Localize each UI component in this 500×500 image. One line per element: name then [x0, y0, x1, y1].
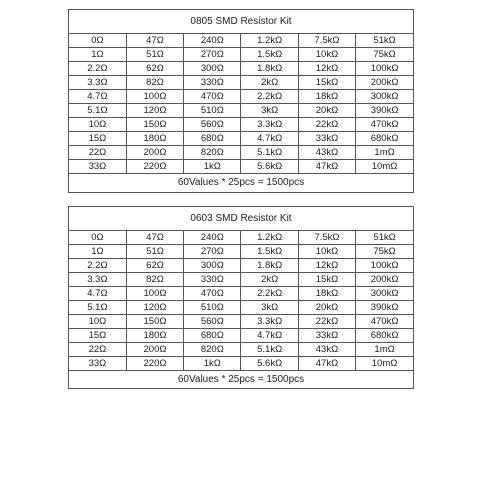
resistor-value-cell: 10mΩ — [356, 357, 413, 371]
resistor-value-cell: 1.8kΩ — [241, 62, 298, 76]
resistor-value-cell: 820Ω — [184, 343, 241, 357]
resistor-value-cell: 5.1kΩ — [241, 343, 298, 357]
resistor-kit-0603 — [68, 206, 414, 389]
resistor-value-cell: 470Ω — [184, 287, 241, 301]
resistor-value-cell: 3.3kΩ — [241, 118, 298, 132]
resistor-value-cell: 300Ω — [184, 62, 241, 76]
resistor-value-cell: 560Ω — [184, 118, 241, 132]
resistor-value-cell: 1.2kΩ — [241, 34, 298, 48]
resistor-value-cell: 2.2Ω — [69, 62, 126, 76]
resistor-value-cell: 330Ω — [184, 273, 241, 287]
table-row — [69, 357, 413, 371]
resistor-value-cell: 390kΩ — [356, 104, 413, 118]
table-row — [69, 146, 413, 160]
resistor-value-cell: 300Ω — [184, 259, 241, 273]
resistor-values-table — [69, 34, 413, 174]
resistor-value-cell: 62Ω — [126, 62, 183, 76]
resistor-value-cell: 47Ω — [126, 231, 183, 245]
table-row — [69, 34, 413, 48]
resistor-value-cell: 300kΩ — [356, 90, 413, 104]
kit-footer: 60Values * 25pcs = 1500pcs — [177, 177, 305, 188]
table-row — [69, 76, 413, 90]
table-row — [69, 48, 413, 62]
resistor-value-cell: 1Ω — [69, 48, 126, 62]
resistor-value-cell: 1.5kΩ — [241, 48, 298, 62]
table-row — [69, 245, 413, 259]
table-row — [69, 132, 413, 146]
resistor-value-cell: 10mΩ — [356, 160, 413, 174]
resistor-value-cell: 82Ω — [126, 273, 183, 287]
resistor-value-cell: 2.2kΩ — [241, 287, 298, 301]
resistor-value-cell: 680kΩ — [356, 329, 413, 343]
resistor-value-cell: 10Ω — [69, 315, 126, 329]
table-row — [69, 104, 413, 118]
resistor-value-cell: 15Ω — [69, 132, 126, 146]
resistor-value-cell: 100Ω — [126, 287, 183, 301]
table-row — [69, 259, 413, 273]
resistor-value-cell: 10Ω — [69, 118, 126, 132]
resistor-value-cell: 510Ω — [184, 301, 241, 315]
resistor-value-cell: 3.3Ω — [69, 76, 126, 90]
resistor-value-cell: 33Ω — [69, 160, 126, 174]
resistor-value-cell: 7.5kΩ — [298, 34, 355, 48]
resistor-value-cell: 470Ω — [184, 90, 241, 104]
resistor-kit-0805 — [68, 9, 414, 193]
resistor-value-cell: 3kΩ — [241, 104, 298, 118]
resistor-values-table — [69, 231, 413, 371]
resistor-value-cell: 18kΩ — [298, 90, 355, 104]
resistor-value-cell: 200kΩ — [356, 76, 413, 90]
resistor-value-cell: 75kΩ — [356, 48, 413, 62]
resistor-value-cell: 4.7kΩ — [241, 132, 298, 146]
kit-title: 0603 SMD Resistor Kit — [69, 207, 413, 231]
resistor-value-cell: 470kΩ — [356, 118, 413, 132]
resistor-value-cell: 12kΩ — [298, 62, 355, 76]
resistor-value-cell: 2kΩ — [241, 273, 298, 287]
table-row — [69, 329, 413, 343]
resistor-value-cell: 4.7Ω — [69, 287, 126, 301]
resistor-value-cell: 100kΩ — [356, 62, 413, 76]
resistor-value-cell: 2kΩ — [241, 76, 298, 90]
resistor-value-cell: 100kΩ — [356, 259, 413, 273]
resistor-value-cell: 20kΩ — [298, 104, 355, 118]
resistor-value-cell: 820Ω — [184, 146, 241, 160]
resistor-value-cell: 5.1Ω — [69, 104, 126, 118]
resistor-value-cell: 5.6kΩ — [241, 160, 298, 174]
resistor-value-cell: 180Ω — [126, 329, 183, 343]
resistor-value-cell: 22kΩ — [298, 118, 355, 132]
resistor-value-cell: 300kΩ — [356, 287, 413, 301]
resistor-value-cell: 680kΩ — [356, 132, 413, 146]
resistor-value-cell: 2.2kΩ — [241, 90, 298, 104]
resistor-value-cell: 0Ω — [69, 34, 126, 48]
resistor-value-cell: 20kΩ — [298, 301, 355, 315]
resistor-value-cell: 4.7kΩ — [241, 329, 298, 343]
resistor-value-cell: 7.5kΩ — [298, 231, 355, 245]
resistor-value-cell: 15Ω — [69, 329, 126, 343]
resistor-value-cell: 43kΩ — [298, 343, 355, 357]
resistor-value-cell: 33Ω — [69, 357, 126, 371]
table-row — [69, 160, 413, 174]
resistor-value-cell: 1.2kΩ — [241, 231, 298, 245]
resistor-value-cell: 1kΩ — [184, 160, 241, 174]
resistor-value-cell: 22kΩ — [298, 315, 355, 329]
resistor-value-cell: 75kΩ — [356, 245, 413, 259]
kit-title: 0805 SMD Resistor Kit — [69, 10, 413, 34]
resistor-value-cell: 5.1Ω — [69, 301, 126, 315]
resistor-value-cell: 270Ω — [184, 245, 241, 259]
resistor-value-cell: 100Ω — [126, 90, 183, 104]
resistor-value-cell: 200kΩ — [356, 273, 413, 287]
resistor-value-cell: 33kΩ — [298, 132, 355, 146]
resistor-value-cell: 1.8kΩ — [241, 259, 298, 273]
resistor-value-cell: 120Ω — [126, 301, 183, 315]
resistor-value-cell: 330Ω — [184, 76, 241, 90]
resistor-value-cell: 5.1kΩ — [241, 146, 298, 160]
resistor-value-cell: 1Ω — [69, 245, 126, 259]
resistor-value-cell: 1.5kΩ — [241, 245, 298, 259]
resistor-value-cell: 2.2Ω — [69, 259, 126, 273]
resistor-value-cell: 82Ω — [126, 76, 183, 90]
resistor-value-cell: 1mΩ — [356, 146, 413, 160]
resistor-value-cell: 0Ω — [69, 231, 126, 245]
resistor-value-cell: 22Ω — [69, 146, 126, 160]
resistor-value-cell: 270Ω — [184, 48, 241, 62]
resistor-value-cell: 51kΩ — [356, 34, 413, 48]
resistor-value-cell: 150Ω — [126, 315, 183, 329]
resistor-value-cell: 51Ω — [126, 48, 183, 62]
resistor-value-cell: 47kΩ — [298, 160, 355, 174]
resistor-value-cell: 47kΩ — [298, 357, 355, 371]
resistor-value-cell: 220Ω — [126, 160, 183, 174]
resistor-value-cell: 220Ω — [126, 357, 183, 371]
resistor-value-cell: 680Ω — [184, 132, 241, 146]
resistor-value-cell: 43kΩ — [298, 146, 355, 160]
table-row — [69, 301, 413, 315]
resistor-value-cell: 22Ω — [69, 343, 126, 357]
resistor-value-cell: 18kΩ — [298, 287, 355, 301]
resistor-value-cell: 200Ω — [126, 146, 183, 160]
resistor-value-cell: 47Ω — [126, 34, 183, 48]
resistor-value-cell: 1mΩ — [356, 343, 413, 357]
table-row — [69, 62, 413, 76]
resistor-value-cell: 3.3kΩ — [241, 315, 298, 329]
resistor-value-cell: 62Ω — [126, 259, 183, 273]
resistor-value-cell: 120Ω — [126, 104, 183, 118]
resistor-value-cell: 3kΩ — [241, 301, 298, 315]
resistor-value-cell: 10kΩ — [298, 48, 355, 62]
resistor-value-cell: 680Ω — [184, 329, 241, 343]
resistor-value-cell: 12kΩ — [298, 259, 355, 273]
resistor-value-cell: 4.7Ω — [69, 90, 126, 104]
table-row — [69, 118, 413, 132]
resistor-value-cell: 3.3Ω — [69, 273, 126, 287]
resistor-value-cell: 240Ω — [184, 34, 241, 48]
resistor-value-cell: 560Ω — [184, 315, 241, 329]
resistor-value-cell: 15kΩ — [298, 76, 355, 90]
resistor-value-cell: 200Ω — [126, 343, 183, 357]
table-row — [69, 90, 413, 104]
resistor-value-cell: 150Ω — [126, 118, 183, 132]
resistor-value-cell: 390kΩ — [356, 301, 413, 315]
resistor-value-cell: 510Ω — [184, 104, 241, 118]
resistor-value-cell: 15kΩ — [298, 273, 355, 287]
resistor-value-cell: 51Ω — [126, 245, 183, 259]
table-row — [69, 231, 413, 245]
table-row — [69, 273, 413, 287]
resistor-value-cell: 10kΩ — [298, 245, 355, 259]
resistor-value-cell: 1kΩ — [184, 357, 241, 371]
resistor-value-cell: 180Ω — [126, 132, 183, 146]
resistor-value-cell: 33kΩ — [298, 329, 355, 343]
resistor-value-cell: 5.6kΩ — [241, 357, 298, 371]
resistor-value-cell: 51kΩ — [356, 231, 413, 245]
resistor-value-cell: 240Ω — [184, 231, 241, 245]
resistor-value-cell: 470kΩ — [356, 315, 413, 329]
table-row — [69, 343, 413, 357]
table-row — [69, 287, 413, 301]
kit-footer: 60Values * 25pcs = 1500pcs — [177, 374, 305, 385]
table-row — [69, 315, 413, 329]
